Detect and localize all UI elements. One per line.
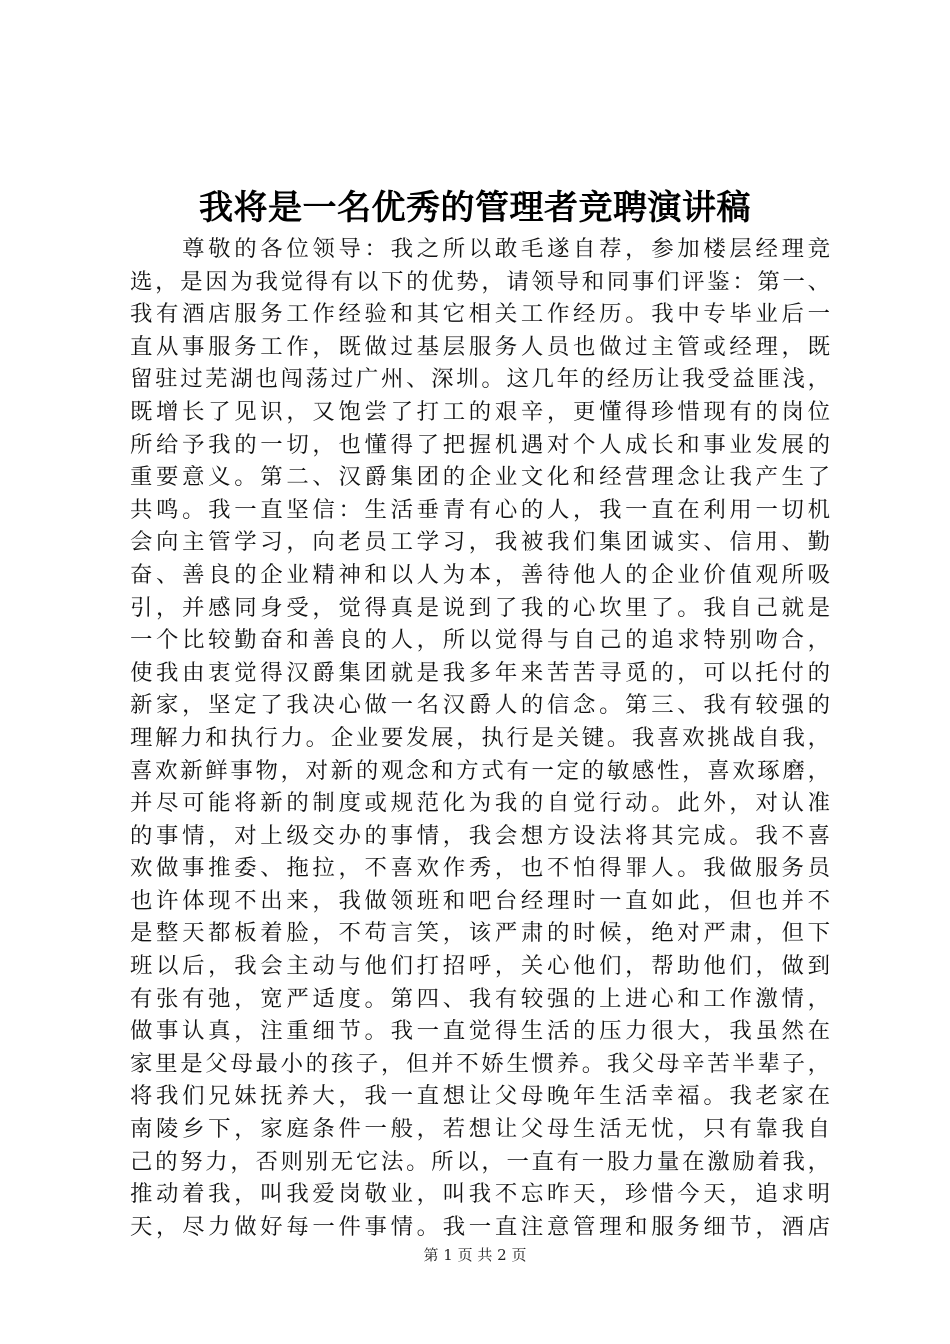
body-line: 重要意义。第二、汉爵集团的企业文化和经营理念让我产生了: [130, 464, 830, 491]
document-title: 我将是一名优秀的管理者竞聘演讲稿: [199, 188, 751, 228]
body-line: 使我由衷觉得汉爵集团就是我多年来苦苦寻觅的，可以托付的: [130, 659, 830, 686]
body-line: 既增长了见识，又饱尝了打工的艰辛，更懂得珍惜现有的岗位: [130, 398, 830, 425]
body-line: 天，尽力做好每一件事情。我一直注意管理和服务细节，酒店: [130, 1213, 830, 1240]
body-line: 喜欢新鲜事物，对新的观念和方式有一定的敏感性，喜欢琢磨，: [130, 757, 830, 784]
body-line: 所给予我的一切，也懂得了把握机遇对个人成长和事业发展的: [130, 431, 830, 458]
body-line: 也许体现不出来，我做领班和吧台经理时一直如此，但也并不: [130, 887, 830, 914]
body-line: 选，是因为我觉得有以下的优势，请领导和同事们评鉴：第一、: [130, 268, 830, 295]
body-line: 家里是父母最小的孩子，但并不娇生惯养。我父母辛苦半辈子，: [130, 1050, 830, 1077]
body-line: 将我们兄妹抚养大，我一直想让父母晚年生活幸福。我老家在: [130, 1083, 830, 1110]
body-line: 奋、善良的企业精神和以人为本，善待他人的企业价值观所吸: [130, 561, 830, 588]
body-line: 新家，坚定了我决心做一名汉爵人的信念。第三、我有较强的: [130, 692, 830, 719]
body-line: 并尽可能将新的制度或规范化为我的自觉行动。此外，对认准: [130, 790, 830, 817]
body-line: 己的努力，否则别无它法。所以，一直有一股力量在激励着我，: [130, 1148, 830, 1175]
body-line: 推动着我，叫我爱岗敬业，叫我不忘昨天，珍惜今天，追求明: [130, 1181, 830, 1208]
body-line: 做事认真，注重细节。我一直觉得生活的压力很大，我虽然在: [130, 1018, 830, 1045]
body-line: 有张有弛，宽严适度。第四、我有较强的上进心和工作激情，: [130, 985, 830, 1012]
body-line: 我有酒店服务工作经验和其它相关工作经历。我中专毕业后一: [130, 301, 830, 328]
body-line: 南陵乡下，家庭条件一般，若想让父母生活无忧，只有靠我自: [130, 1116, 830, 1143]
body-line: 直从事服务工作，既做过基层服务人员也做过主管或经理，既: [130, 333, 830, 360]
body-line: 引，并感同身受，觉得真是说到了我的心坎里了。我自己就是: [130, 594, 830, 621]
body-line: 会向主管学习，向老员工学习，我被我们集团诚实、信用、勤: [130, 529, 830, 556]
body-line: 欢做事推委、拖拉，不喜欢作秀，也不怕得罪人。我做服务员: [130, 855, 830, 882]
document-body: [130, 233, 830, 1243]
body-line: 尊敬的各位领导：我之所以敢毛遂自荐，参加楼层经理竞: [130, 236, 830, 262]
body-line: 留驻过芜湖也闯荡过广州、深圳。这几年的经历让我受益匪浅，: [130, 366, 830, 393]
body-line: 理解力和执行力。企业要发展，执行是关键。我喜欢挑战自我，: [130, 724, 830, 751]
body-line: 的事情，对上级交办的事情，我会想方设法将其完成。我不喜: [130, 822, 830, 849]
body-line: 一个比较勤奋和善良的人，所以觉得与自己的追求特别吻合，: [130, 627, 830, 654]
body-line: 共鸣。我一直坚信：生活垂青有心的人，我一直在利用一切机: [130, 496, 830, 523]
page-footer: 第 1 页 共 2 页: [423, 1246, 527, 1264]
body-line: 是整天都板着脸，不苟言笑，该严肃的时候，绝对严肃，但下: [130, 920, 830, 947]
body-line: 班以后，我会主动与他们打招呼，关心他们，帮助他们，做到: [130, 953, 830, 980]
